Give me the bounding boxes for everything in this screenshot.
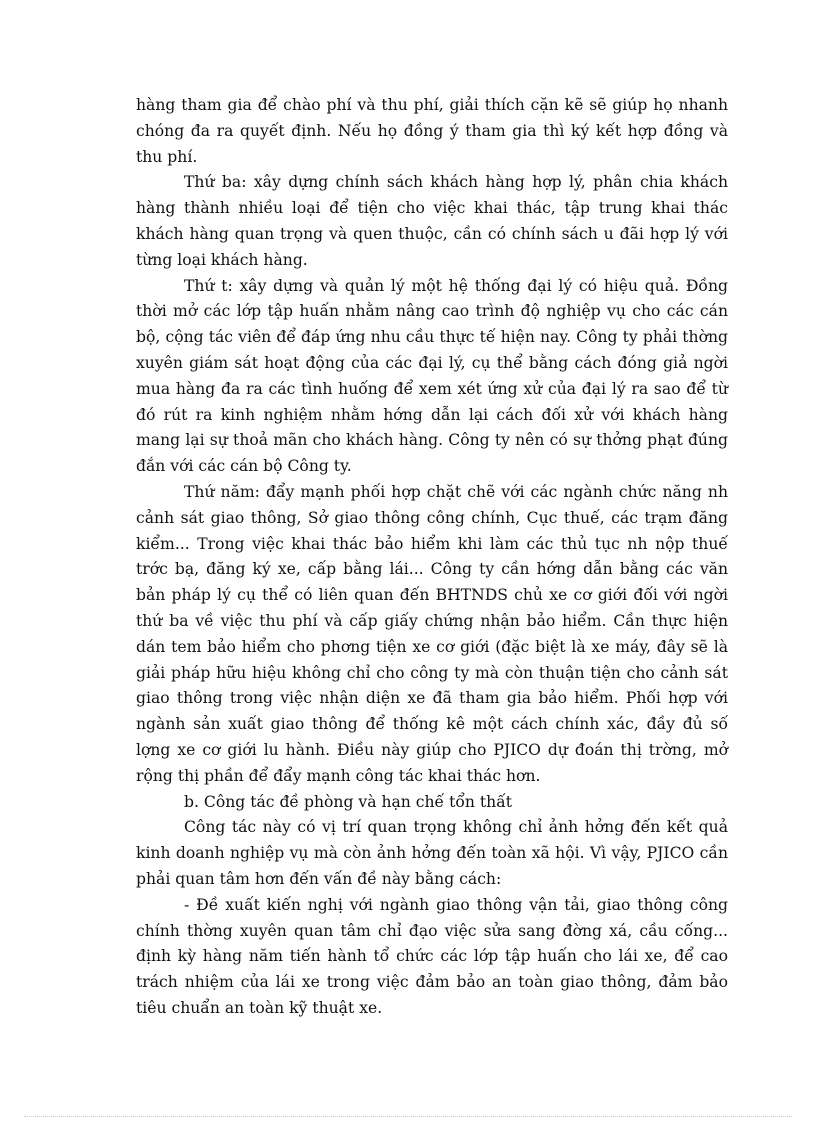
paragraph-continuation: hàng tham gia để chào phí và thu phí, giải thích cặn kẽ sẽ giúp họ nhanh chóng đa ra quyết định. Nếu họ đồng ý tham gia thì ký kết hợp đồng và thu phí.	[136, 96, 728, 166]
paragraph-proposal: - Đề xuất kiến nghị với ngành giao thông vận tải, giao thông công chính thờng xuyên quan tâm chỉ đạo việc sửa sang đờng xá, cầu cống... định kỳ hàng năm tiến hành tổ chức các lớp tập huấn cho lái xe, để cao trách nhiệm của lái xe trong việc đảm bảo an toàn giao thông, đảm bảo tiêu chuẩn an toàn kỹ thuật xe.	[136, 895, 728, 1017]
paragraph-customer-policy: Thứ ba: xây dựng chính sách khách hàng hợp lý, phân chia khách hàng thành nhiều loại để tiện cho việc khai thác, tập trung khai thác khách hàng quan trọng và quen thuộc, cần có chính sách u đãi hợp lý với từng loại khách hàng.	[136, 173, 728, 269]
paragraph-agent-system: Thứ t: xây dựng và quản lý một hệ thống đại lý có hiệu quả. Đồng thời mở các lớp tập huấn nhằm nâng cao trình độ nghiệp vụ cho các cán bộ, cộng tác viên để đáp ứng nhu cầu thực tế hiện nay. Công ty phải thờng xuyên giám sát hoạt động của các đại lý, cụ thể bằng cách đóng giả ngời mua hàng đa ra các tình huống để xem xét ứng xử của đại lý ra sao để từ đó rút ra kinh nghiệm nhằm hớng dẫn lại cách đối xử với khách hàng mang lại sự thoả mãn cho khách hàng. Công ty nên có sự thởng phạt đúng đắn với các cán bộ Công ty.	[136, 276, 728, 476]
paragraph-coordination: Thứ năm: đẩy mạnh phối hợp chặt chẽ với các ngành chức năng nh cảnh sát giao thông, Sở giao thông công chính, Cục thuế, các trạm đăng kiểm... Trong việc khai thác bảo hiểm khi làm các thủ tục nh nộp thuế trớc bạ, đăng ký xe, cấp bằng lái... Công ty cần hớng dẫn bằng các văn bản pháp lý cụ thể có liên quan đến BHTNDS chủ xe cơ giới đối với ngời thứ ba về việc thu phí và cấp giấy chứng nhận bảo hiểm. Cần thực hiện dán tem bảo hiểm cho phơng tiện xe cơ giới (đặc biệt là xe máy, đây sẽ là giải pháp hữu hiệu không chỉ cho công ty mà còn thuận tiện cho cảnh sát giao thông trong việc nhận diện xe đã tham gia bảo hiểm. Phối hợp với ngành sản xuất giao thông để thống kê một cách chính xác, đầy đủ số lợng xe cơ giới lu hành. Điều này giúp cho PJICO dự đoán thị trờng, mở rộng thị phần để đẩy mạnh công tác khai thác hơn.	[136, 482, 728, 785]
document-page	[136, 93, 728, 1022]
paragraph-loss-prevention: Công tác này có vị trí quan trọng không chỉ ảnh hởng đến kết quả kinh doanh nghiệp vụ mà còn ảnh hởng đến toàn xã hội. Vì vậy, PJICO cần phải quan tâm hơn đến vấn đề này bằng cách:	[136, 818, 728, 888]
section-heading: b. Công tác đề phòng và hạn chế tổn thất	[184, 792, 513, 811]
page-bottom-divider	[24, 1116, 792, 1117]
